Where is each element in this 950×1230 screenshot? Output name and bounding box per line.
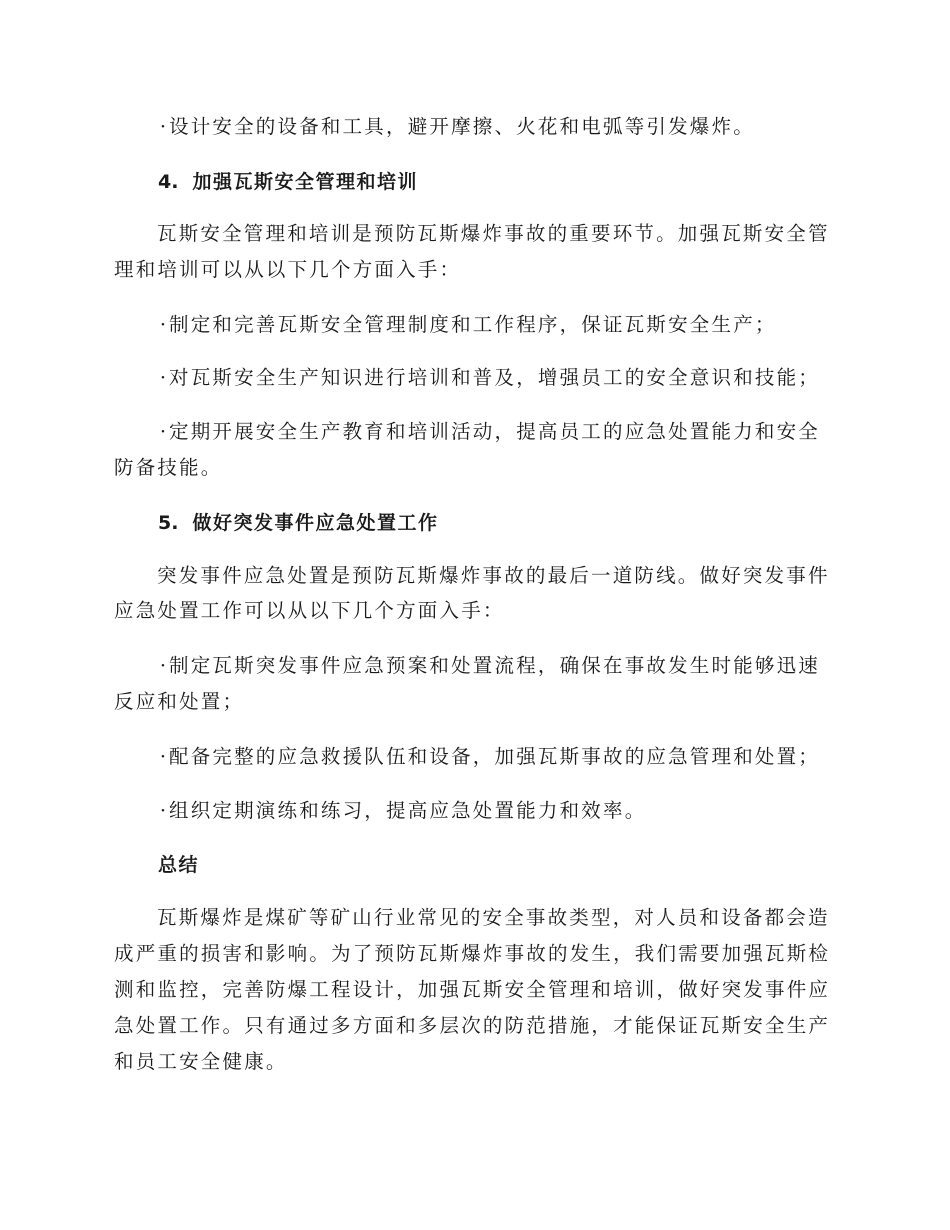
paragraph-line: 瓦斯爆炸是煤矿等矿山行业常见的安全事故类型，对人员和设备都会造 [157, 906, 830, 929]
bullet-item [157, 799, 646, 823]
bullet-dot: · [159, 745, 167, 768]
bullet-text: 配备完整的应急救援队伍和设备，加强瓦斯事故的应急管理和处置； [169, 745, 821, 768]
bullet-text: 制定瓦斯突发事件应急预案和处置流程，确保在事故发生时能够迅速 [169, 654, 821, 677]
bullet-text: 定期开展安全生产教育和培训活动，提高员工的应急处置能力和安全 [169, 420, 821, 443]
bullet-item [157, 745, 820, 769]
section-title: 做好突发事件应急处置工作 [192, 512, 439, 534]
bullet-item [157, 313, 777, 337]
bullet-continuation: 反应和处置； [114, 690, 245, 713]
bullet-item [157, 115, 755, 139]
paragraph-line: 应急处置工作可以从以下几个方面入手： [114, 599, 505, 622]
bullet-item [157, 654, 820, 678]
bullet-dot: · [159, 115, 167, 138]
paragraph-line: 理和培训可以从以下几个方面入手： [114, 258, 462, 281]
section-number: 5. [158, 512, 179, 534]
bullet-dot: · [159, 654, 167, 677]
bullet-text: 组织定期演练和练习，提高应急处置能力和效率。 [169, 799, 647, 822]
summary-heading: 总结 [158, 854, 200, 876]
bullet-item [157, 420, 820, 444]
paragraph-line: 成严重的损害和影响。为了预防瓦斯爆炸事故的发生，我们需要加强瓦斯检 [114, 942, 831, 965]
bullet-continuation: 防备技能。 [114, 456, 223, 479]
bullet-dot: · [159, 799, 167, 822]
bullet-dot: · [159, 420, 167, 443]
paragraph-line: 和员工安全健康。 [114, 1050, 288, 1073]
bullet-text: 对瓦斯安全生产知识进行培训和普及，增强员工的安全意识和技能； [169, 366, 821, 389]
section-heading-5 [158, 511, 438, 535]
bullet-dot: · [159, 313, 167, 336]
bullet-text: 设计安全的设备和工具，避开摩擦、火花和电弧等引发爆炸。 [169, 115, 755, 138]
section-heading-4 [158, 170, 418, 194]
bullet-item [157, 366, 820, 390]
paragraph-line: 测和监控，完善防爆工程设计，加强瓦斯安全管理和培训，做好突发事件应 [114, 978, 831, 1001]
section-number: 4. [158, 171, 179, 193]
paragraph-line: 瓦斯安全管理和培训是预防瓦斯爆炸事故的重要环节。加强瓦斯安全管 [157, 222, 830, 245]
section-title: 加强瓦斯安全管理和培训 [192, 171, 418, 193]
bullet-dot: · [159, 366, 167, 389]
paragraph-line: 突发事件应急处置是预防瓦斯爆炸事故的最后一道防线。做好突发事件 [157, 564, 830, 587]
bullet-text: 制定和完善瓦斯安全管理制度和工作程序，保证瓦斯安全生产； [169, 313, 777, 336]
paragraph-line: 急处置工作。只有通过多方面和多层次的防范措施，才能保证瓦斯安全生产 [114, 1014, 831, 1037]
